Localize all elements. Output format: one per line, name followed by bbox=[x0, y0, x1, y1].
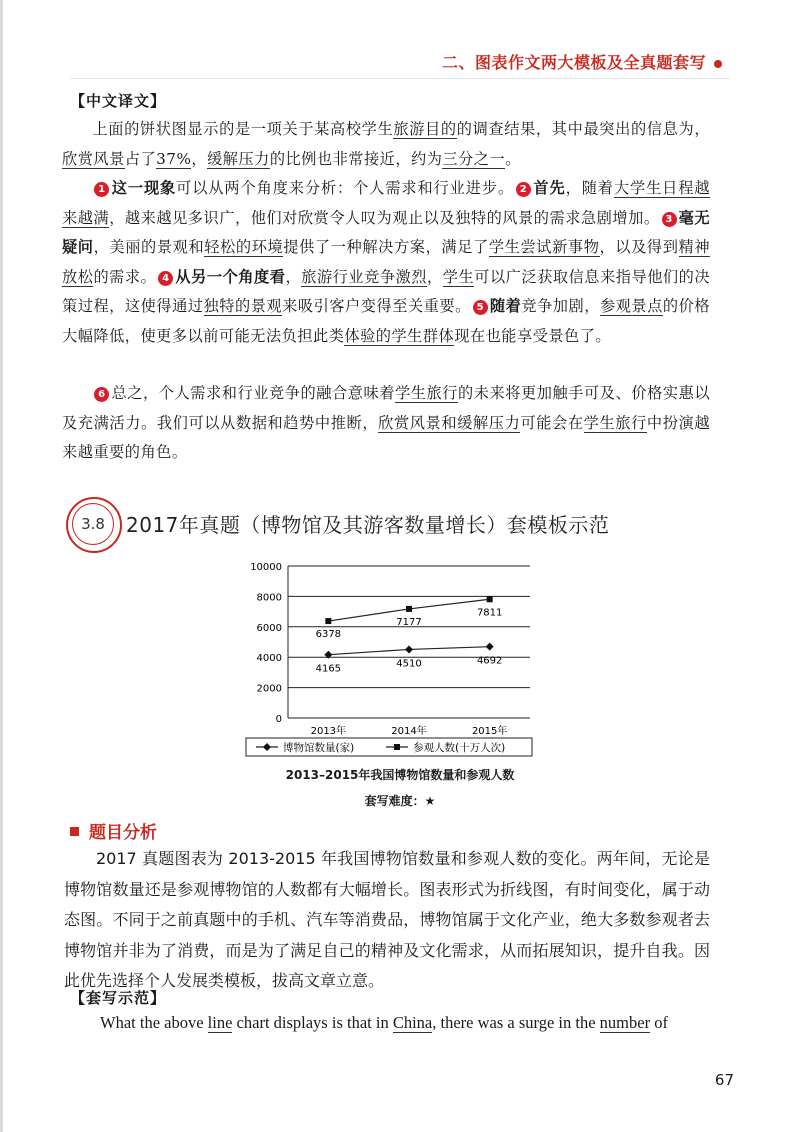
number-badge-2: 2 bbox=[516, 182, 531, 197]
paragraph-3: 6 总之，个人需求和行业竞争的融合意味着学生旅行的未来将更加触手可及、价格实惠以及充满活力。我们可以从数据和趋势中推断，欣赏风景和缓解压力可能会在学生旅行中扮演越来越重要的角色。 bbox=[62, 384, 711, 461]
data-point-diamond bbox=[486, 643, 494, 651]
data-label: 4165 bbox=[315, 663, 342, 675]
x-tick-label: 2013年 bbox=[310, 726, 347, 737]
data-label: 7177 bbox=[396, 616, 422, 628]
paragraph-1: 上面的饼状图显示的是一项关于某高校学生旅游目的的调查结果，其中最突出的信息为，欣赏风景占了37%，缓解压力的比例也非常接近，约为三分之一。 bbox=[62, 120, 711, 168]
legend-marker-square bbox=[394, 744, 400, 750]
data-label: 4692 bbox=[476, 655, 503, 667]
section-title: 2017年真题（博物馆及其游客数量增长）套模板示范 bbox=[126, 513, 610, 537]
page-number: 67 bbox=[714, 1071, 734, 1089]
y-tick-label: 8000 bbox=[256, 592, 282, 604]
x-tick-label: 2014年 bbox=[391, 726, 427, 737]
data-label: 6378 bbox=[315, 629, 342, 641]
analysis-heading: 题目分析 bbox=[70, 818, 157, 843]
difficulty-rating: 套写难度：★ bbox=[364, 794, 436, 808]
page-edge bbox=[0, 0, 3, 1132]
paragraph-2: 1 这一现象可以从两个角度来分析：个人需求和行业进步。 2 首先，随着大学生日程越来越满，越来越见多识广，他们对欣赏令人叹为观止以及独特的风景的需求急剧增加。 3 毫无疑问，美丽的景观和轻松的环境提供了一种解决方案，满足了学生尝试新事物，以及得到精神放松的需求。 4 从另一个角度看，旅游行业竞争激烈，学生可以广泛获取信息来指导他们的决策过程，这使得通过独特的景观来吸引客户变得至关重要。 5 随着竞争加剧，参观景点的价格大幅降低，使更多以前可能无法负担此类体验的学生群体现在也能享受景色了。 bbox=[62, 179, 711, 345]
data-point-diamond bbox=[405, 645, 413, 653]
y-tick-label: 10000 bbox=[250, 562, 282, 573]
number-badge-5: 5 bbox=[473, 300, 488, 315]
data-point-square bbox=[487, 596, 493, 602]
y-tick-label: 0 bbox=[275, 714, 282, 725]
data-point-square bbox=[325, 618, 331, 624]
number-badge-3: 3 bbox=[662, 212, 677, 227]
translation-label: 【中文译文】 bbox=[70, 92, 167, 110]
number-badge-1: 1 bbox=[94, 182, 109, 197]
data-label: 7811 bbox=[476, 607, 503, 619]
legend-label: 博物馆数量(家) bbox=[283, 742, 355, 754]
y-tick-label: 4000 bbox=[256, 653, 282, 665]
number-badge-6: 6 bbox=[94, 387, 109, 402]
number-badge-4: 4 bbox=[158, 271, 173, 286]
x-tick-label: 2015年 bbox=[471, 726, 508, 737]
section-number-badge bbox=[66, 497, 122, 553]
legend-label: 参观人数(十万人次) bbox=[413, 742, 506, 754]
analysis-paragraph: 2017 真题图表为 2013-2015 年我国博物馆数量和参观人数的变化。两年间，无论是博物馆数量还是参观博物馆的人数都有大幅增长。图表形式为折线图，有时间变化，属于动态图。不同于之前真题中的手机、汽车等消费品，博物馆属于文化产业，绝大多数参观者去博物馆并非为了消费，而是为了满足自己的精神及文化需求，从而拓展知识，提升自我。因此优先选择个人发展类模板，拔高文章立意。 bbox=[64, 849, 710, 990]
chart-caption: 2013–2015年我国博物馆数量和参观人数 bbox=[285, 768, 515, 782]
header-divider bbox=[70, 78, 730, 79]
sample-label: 【套写示范】 bbox=[70, 989, 167, 1007]
section-number: 3.8 bbox=[72, 503, 114, 545]
data-label: 4510 bbox=[396, 658, 422, 670]
bullet-dot-icon bbox=[714, 60, 722, 68]
running-head: 二、图表作文两大模板及全真题套写 bbox=[442, 50, 722, 73]
line-chart bbox=[240, 558, 540, 768]
legend-marker-diamond bbox=[263, 743, 271, 751]
square-bullet-icon bbox=[70, 827, 79, 836]
data-point-square bbox=[406, 606, 412, 612]
english-sample-line: What the above line chart displays is that in China, there was a surge in the number of bbox=[100, 1013, 668, 1032]
y-tick-label: 2000 bbox=[256, 683, 282, 695]
y-tick-label: 6000 bbox=[256, 622, 282, 634]
